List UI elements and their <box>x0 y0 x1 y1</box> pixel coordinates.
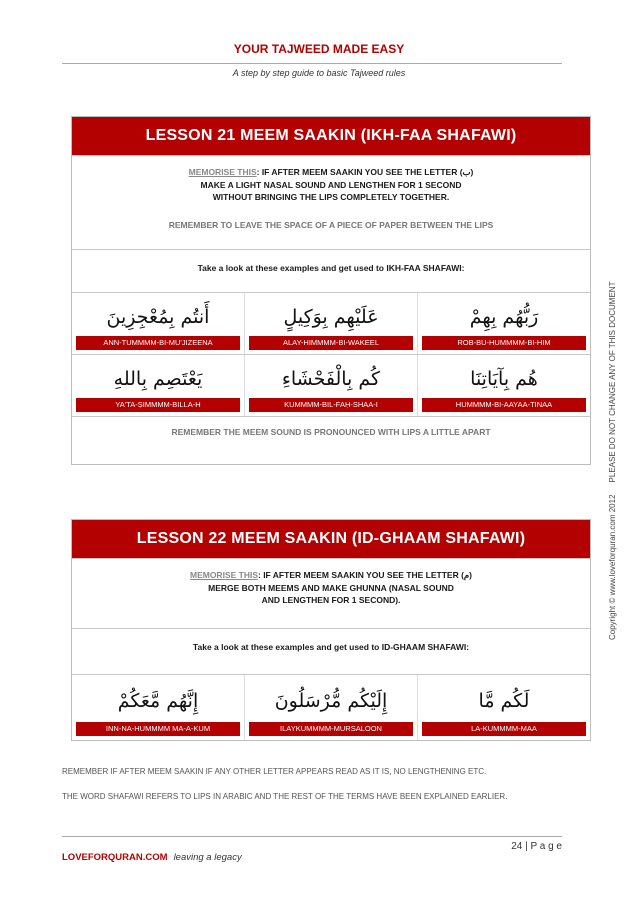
lesson-22-title: LESSON 22 MEEM SAAKIN (ID-GHAAM SHAFAWI) <box>72 520 590 558</box>
arabic-example: إِنَّهُم مَّعَكُمْ <box>117 690 199 712</box>
lesson-21-note: REMEMBER THE MEEM SOUND IS PRONOUNCED WITH LIPS A LITTLE APART <box>72 416 590 464</box>
lesson-21-box <box>71 116 591 465</box>
lesson-22-memorise-line3: AND LENGTHEN FOR 1 SECOND). <box>261 595 401 605</box>
example-cell <box>72 293 244 354</box>
lesson-21-title: LESSON 21 MEEM SAAKIN (IKH-FAA SHAFAWI) <box>72 117 590 155</box>
footer-note-2: THE WORD SHAFAWI REFERS TO LIPS IN ARABIC AND THE REST OF THE TERMS HAVE BEEN EXPLAINED EARLIER. <box>62 792 508 801</box>
footer-brand <box>62 852 242 863</box>
do-not-change-notice: PLEASE DO NOT CHANGE ANY OF THIS DOCUMENT <box>608 281 617 483</box>
arabic-example: يَعْتَصِم بِاللهِ <box>113 368 203 390</box>
example-cell <box>417 355 590 416</box>
arabic-example: رَبُّهُم بِهِمْ <box>469 306 539 328</box>
example-transliteration: HUMMMM-BI-AAYAA-TINAA <box>422 398 586 412</box>
example-cell <box>244 293 417 354</box>
copyright-text: Copyright © www.loveforquran.com 2012 <box>608 494 617 640</box>
example-transliteration: LA-KUMMMM-MAA <box>422 722 586 736</box>
lesson-21-memorise-line1: MEMORISE THIS: IF AFTER MEEM SAAKIN YOU SEE THE LETTER (ب) <box>188 167 474 177</box>
arabic-example: كُم بِالْفَحْشَاءِ <box>281 368 381 390</box>
footer-divider <box>62 836 562 837</box>
header-divider <box>62 63 562 64</box>
lesson-21-memorise-line2: MAKE A LIGHT NASAL SOUND AND LENGTHEN FOR 1 SECOND <box>200 179 462 190</box>
brand-name: LOVEFORQURAN.COM <box>62 852 168 863</box>
example-transliteration: ANN-TUMMMM-BI-MU'JIZEENA <box>76 336 240 350</box>
lesson-21-memorise-line3: WITHOUT BRINGING THE LIPS COMPLETELY TOGETHER. <box>212 192 450 202</box>
lesson-22-look: Take a look at these examples and get used to ID-GHAAM SHAFAWI: <box>72 628 590 674</box>
arabic-example: إِلَيْكُم مُّرْسَلُونَ <box>274 690 388 712</box>
example-transliteration: ALAY-HIMMMM-BI-WAKEEL <box>249 336 413 350</box>
lesson-21-examples-row2 <box>72 354 590 416</box>
lesson-22-box <box>71 519 591 741</box>
arabic-example: لَكُم مَّا <box>478 690 530 712</box>
example-cell <box>417 293 590 354</box>
lesson-21-memorise-label: MEMORISE THIS <box>188 167 257 177</box>
lesson-21-examples-row1 <box>72 292 590 354</box>
example-cell <box>244 355 417 416</box>
arabic-example: عَلَيْهِم بِوَكِيلٍ <box>283 306 379 328</box>
lesson-22-memorise-row <box>72 558 590 628</box>
lesson-22-memorise-label: MEMORISE THIS <box>189 570 258 580</box>
lesson-22-memorise-line1: MEMORISE THIS: IF AFTER MEEM SAAKIN YOU SEE THE LETTER (م) <box>189 570 473 580</box>
footer-note-1: REMEMBER IF AFTER MEEM SAAKIN IF ANY OTHER LETTER APPEARS READ AS IT IS, NO LENGTHENING ETC. <box>62 767 487 776</box>
side-copyright-notice <box>608 240 620 640</box>
document-title: YOUR TAJWEED MADE EASY <box>233 42 405 56</box>
page-number: 24 | P a g e <box>511 841 562 852</box>
lesson-22-examples-row <box>72 674 590 740</box>
lesson-21-look: Take a look at these examples and get used to IKH-FAA SHAFAWI: <box>72 249 590 292</box>
example-transliteration: YA'TA-ṢIMMMM-BILLA-H <box>76 398 240 412</box>
example-cell <box>72 355 244 416</box>
brand-tagline: leaving a legacy <box>173 852 242 863</box>
example-cell <box>417 675 590 740</box>
example-transliteration: INN-NA-HUMMMM MA-A-KUM <box>76 722 240 736</box>
lesson-21-remember: REMEMBER TO LEAVE THE SPACE OF A PIECE OF PAPER BETWEEN THE LIPS <box>168 219 494 230</box>
example-cell <box>244 675 417 740</box>
example-transliteration: KUMMMM-BIL-FAḤ-SHAA-I <box>249 398 413 412</box>
arabic-example: أَنتُم بِمُعْجِزِينَ <box>106 306 210 328</box>
example-cell <box>72 675 244 740</box>
example-transliteration: ILAYKUMMMM-MURSALOON <box>249 722 413 736</box>
lesson-22-memorise-line2: MERGE BOTH MEEMS AND MAKE GHUNNA (NASAL SOUND <box>208 582 454 593</box>
example-transliteration: ROB-BU-HUMMMM-BI-HIM <box>422 336 586 350</box>
document-subtitle: A step by step guide to basic Tajweed rules <box>232 68 406 78</box>
lesson-21-memorise-row <box>72 155 590 249</box>
arabic-example: هُم بِآيَاتِنَا <box>470 368 538 390</box>
